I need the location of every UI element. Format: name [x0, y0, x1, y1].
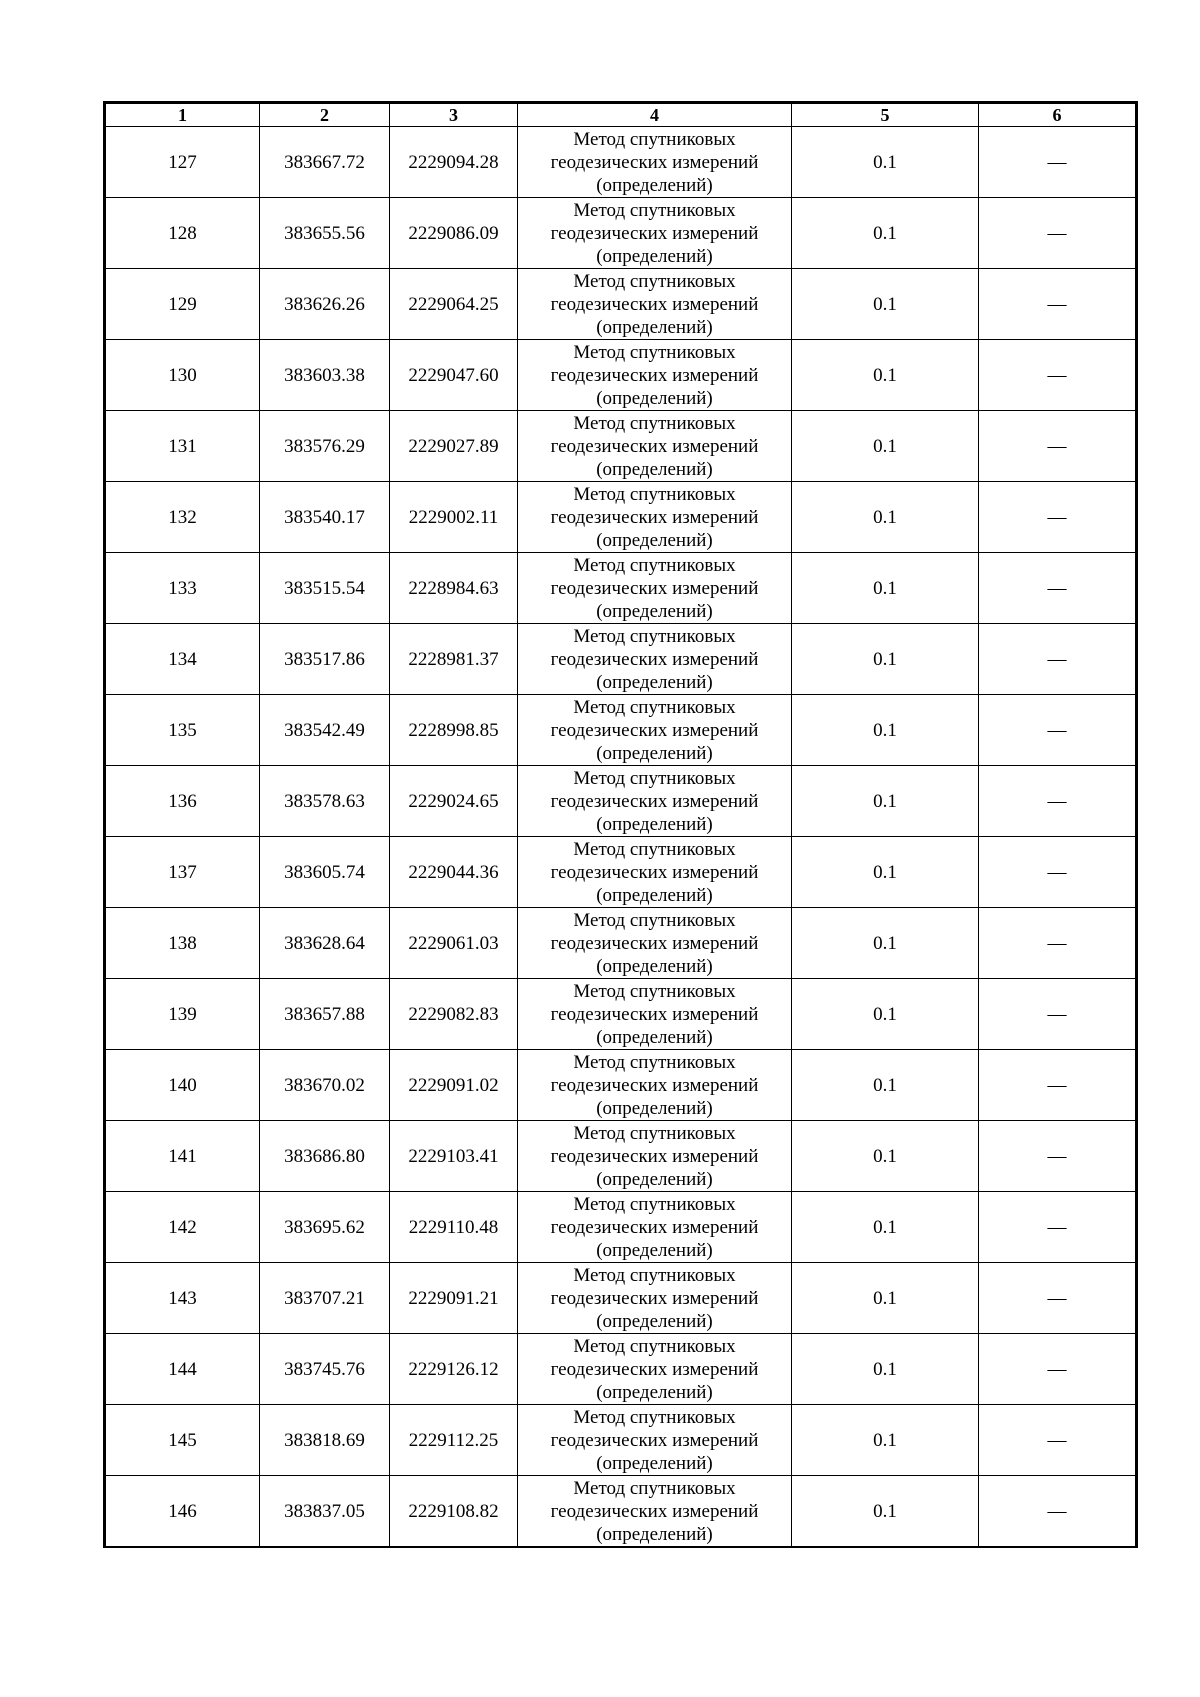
y-coordinate-cell: 2229027.89: [390, 411, 518, 482]
method-cell: [518, 1405, 792, 1476]
note-cell: —: [979, 837, 1137, 908]
accuracy-cell: 0.1: [792, 482, 979, 553]
method-line: (определений): [596, 1097, 713, 1119]
x-coordinate-cell: 383628.64: [260, 908, 390, 979]
y-coordinate-cell: 2229112.25: [390, 1405, 518, 1476]
method-line: (определений): [596, 955, 713, 977]
point-number-cell: 133: [105, 553, 260, 624]
note-cell: —: [979, 695, 1137, 766]
x-coordinate-cell: 383745.76: [260, 1334, 390, 1405]
note-cell: —: [1047, 1500, 1067, 1522]
y-coordinate-cell: 2229047.60: [390, 340, 518, 411]
method-line: (определений): [596, 1026, 713, 1048]
method-cell: [518, 482, 792, 553]
method-cell: [518, 837, 792, 908]
method-line: геодезических измерений: [550, 222, 759, 244]
accuracy-cell: 0.1: [792, 1192, 979, 1263]
point-number-cell: 146: [105, 1476, 260, 1548]
method-line: геодезических измерений: [550, 790, 759, 812]
method-line: (определений): [596, 600, 713, 622]
column-header-4: 4: [518, 103, 792, 127]
accuracy-cell: 0.1: [792, 1476, 979, 1548]
method-line: (определений): [596, 174, 713, 196]
accuracy-cell: 0.1: [792, 624, 979, 695]
table-row: [105, 127, 1137, 198]
x-coordinate-cell: 383517.86: [260, 624, 390, 695]
method-line: геодезических измерений: [550, 506, 759, 528]
x-coordinate-cell: 383578.63: [260, 766, 390, 837]
accuracy-cell: 0.1: [792, 837, 979, 908]
method-line: Метод спутниковых: [573, 483, 736, 505]
method-line: Метод спутниковых: [573, 554, 736, 576]
method-line: геодезических измерений: [550, 1216, 759, 1238]
method-line: (определений): [596, 1168, 713, 1190]
coordinates-table: [103, 101, 1138, 1548]
note-cell: —: [979, 1334, 1137, 1405]
point-number-cell: 130: [105, 340, 260, 411]
accuracy-cell: 0.1: [792, 766, 979, 837]
note-cell: —: [979, 1192, 1137, 1263]
y-coordinate-cell: 2229091.02: [390, 1050, 518, 1121]
method-line: Метод спутниковых: [573, 341, 736, 363]
point-number-cell: 134: [105, 624, 260, 695]
method-cell: [518, 766, 792, 837]
point-number-cell: 144: [105, 1334, 260, 1405]
accuracy-cell: 0.1: [792, 411, 979, 482]
table-row: [105, 1476, 1137, 1548]
y-coordinate-cell: 2229108.82: [390, 1476, 518, 1548]
x-coordinate-cell: 383576.29: [260, 411, 390, 482]
method-line: Метод спутниковых: [573, 199, 736, 221]
column-header-3: 3: [390, 103, 518, 127]
point-number-cell: 129: [105, 269, 260, 340]
method-line: (определений): [596, 1239, 713, 1261]
method-cell: [518, 1192, 792, 1263]
x-coordinate-cell: 383686.80: [260, 1121, 390, 1192]
note-cell: —: [979, 624, 1137, 695]
y-coordinate-cell: 2228984.63: [390, 553, 518, 624]
y-coordinate-cell: 2229091.21: [390, 1263, 518, 1334]
table-row: [105, 553, 1137, 624]
method-line: геодезических измерений: [550, 1358, 759, 1380]
method-line: геодезических измерений: [550, 1074, 759, 1096]
method-line: (определений): [596, 742, 713, 764]
table-row: [105, 1405, 1137, 1476]
method-cell: [518, 127, 792, 198]
y-coordinate-cell: 2229082.83: [390, 979, 518, 1050]
method-line: Метод спутниковых: [573, 1264, 736, 1286]
note-cell: —: [979, 766, 1137, 837]
method-line: геодезических измерений: [550, 435, 759, 457]
table-row: [105, 624, 1137, 695]
accuracy-cell: 0.1: [792, 127, 979, 198]
method-line: Метод спутниковых: [573, 1477, 736, 1499]
x-coordinate-cell: 383818.69: [260, 1405, 390, 1476]
y-coordinate-cell: 2229044.36: [390, 837, 518, 908]
table-row: [105, 1334, 1137, 1405]
method-line: Метод спутниковых: [573, 838, 736, 860]
table-row: [105, 979, 1137, 1050]
method-line: Метод спутниковых: [573, 270, 736, 292]
accuracy-cell: 0.1: [792, 198, 979, 269]
accuracy-cell: 0.1: [792, 1263, 979, 1334]
point-number-cell: 139: [105, 979, 260, 1050]
note-cell: —: [979, 1121, 1137, 1192]
header-row: [105, 103, 1137, 127]
y-coordinate-cell: 2229061.03: [390, 908, 518, 979]
method-line: Метод спутниковых: [573, 909, 736, 931]
method-line: геодезических измерений: [550, 648, 759, 670]
y-coordinate-cell: 2229094.28: [390, 127, 518, 198]
method-cell: [518, 624, 792, 695]
note-cell: —: [979, 1050, 1137, 1121]
method-cell: [518, 695, 792, 766]
method-line: Метод спутниковых: [573, 696, 736, 718]
method-line: геодезических измерений: [550, 151, 759, 173]
method-cell: [518, 1263, 792, 1334]
note-cell: —: [979, 198, 1137, 269]
method-line: Метод спутниковых: [573, 1051, 736, 1073]
table-row: [105, 1050, 1137, 1121]
note-cell: —: [979, 979, 1137, 1050]
accuracy-cell: 0.1: [792, 1121, 979, 1192]
method-line: (определений): [596, 671, 713, 693]
method-line: геодезических измерений: [550, 1500, 759, 1522]
table-row: [105, 695, 1137, 766]
method-line: (определений): [596, 1523, 713, 1545]
accuracy-cell: 0.1: [792, 1334, 979, 1405]
y-coordinate-cell: 2229126.12: [390, 1334, 518, 1405]
point-number-cell: 136: [105, 766, 260, 837]
method-line: Метод спутниковых: [573, 767, 736, 789]
note-cell: —: [979, 1263, 1137, 1334]
point-number-cell: 137: [105, 837, 260, 908]
note-cell: —: [979, 1405, 1137, 1476]
method-cell: [518, 1476, 792, 1548]
y-coordinate-cell: 2229024.65: [390, 766, 518, 837]
note-cell: —: [979, 482, 1137, 553]
x-coordinate-cell: 383837.05: [260, 1476, 390, 1548]
table-row: [105, 482, 1137, 553]
method-line: геодезических измерений: [550, 1003, 759, 1025]
method-line: Метод спутниковых: [573, 1406, 736, 1428]
table-row: [105, 1192, 1137, 1263]
method-line: (определений): [596, 316, 713, 338]
column-header-2: 2: [260, 103, 390, 127]
x-coordinate-cell: 383605.74: [260, 837, 390, 908]
table-header: [105, 103, 1137, 127]
method-line: Метод спутниковых: [573, 128, 736, 150]
method-line: (определений): [596, 245, 713, 267]
method-line: (определений): [596, 884, 713, 906]
point-number-cell: 128: [105, 198, 260, 269]
method-line: Метод спутниковых: [573, 1193, 736, 1215]
accuracy-cell: 0.1: [792, 269, 979, 340]
method-line: (определений): [596, 1381, 713, 1403]
accuracy-cell: 0.1: [792, 695, 979, 766]
table-row: [105, 411, 1137, 482]
accuracy-cell: 0.1: [792, 553, 979, 624]
point-number-cell: 142: [105, 1192, 260, 1263]
y-coordinate-cell: 2229110.48: [390, 1192, 518, 1263]
method-cell: [518, 411, 792, 482]
column-header-1: 1: [105, 103, 260, 127]
y-coordinate-cell: 2228981.37: [390, 624, 518, 695]
table-body: [105, 127, 1137, 1548]
method-line: (определений): [596, 1310, 713, 1332]
column-header-6: 6: [979, 103, 1137, 127]
method-line: геодезических измерений: [550, 364, 759, 386]
method-line: геодезических измерений: [550, 1287, 759, 1309]
point-number-cell: 145: [105, 1405, 260, 1476]
x-coordinate-cell: 383670.02: [260, 1050, 390, 1121]
point-number-cell: 131: [105, 411, 260, 482]
note-cell: —: [979, 553, 1137, 624]
method-cell: [518, 198, 792, 269]
method-line: геодезических измерений: [550, 1429, 759, 1451]
point-number-cell: 143: [105, 1263, 260, 1334]
method-line: (определений): [596, 387, 713, 409]
y-coordinate-cell: 2228998.85: [390, 695, 518, 766]
x-coordinate-cell: 383515.54: [260, 553, 390, 624]
y-coordinate-cell: 2229103.41: [390, 1121, 518, 1192]
method-cell: [518, 1050, 792, 1121]
point-number-cell: 127: [105, 127, 260, 198]
column-header-5: 5: [792, 103, 979, 127]
note-cell: —: [979, 411, 1137, 482]
method-line: (определений): [596, 458, 713, 480]
point-number-cell: 140: [105, 1050, 260, 1121]
table-row: [105, 766, 1137, 837]
method-cell: [518, 979, 792, 1050]
method-cell: [518, 1334, 792, 1405]
table-row: [105, 1263, 1137, 1334]
method-cell: [518, 553, 792, 624]
x-coordinate-cell: 383707.21: [260, 1263, 390, 1334]
x-coordinate-cell: 383695.62: [260, 1192, 390, 1263]
method-cell: [518, 340, 792, 411]
point-number-cell: 132: [105, 482, 260, 553]
method-line: Метод спутниковых: [573, 980, 736, 1002]
accuracy-cell: 0.1: [792, 340, 979, 411]
method-line: Метод спутниковых: [573, 1122, 736, 1144]
method-line: геодезических измерений: [550, 861, 759, 883]
y-coordinate-cell: 2229064.25: [390, 269, 518, 340]
x-coordinate-cell: 383540.17: [260, 482, 390, 553]
x-coordinate-cell: 383542.49: [260, 695, 390, 766]
accuracy-cell: 0.1: [792, 908, 979, 979]
method-cell: [518, 269, 792, 340]
method-line: геодезических измерений: [550, 719, 759, 741]
method-line: геодезических измерений: [550, 577, 759, 599]
note-cell: —: [979, 908, 1137, 979]
x-coordinate-cell: 383626.26: [260, 269, 390, 340]
table-row: [105, 908, 1137, 979]
note-cell: —: [979, 127, 1137, 198]
note-cell: —: [979, 269, 1137, 340]
y-coordinate-cell: 2229002.11: [390, 482, 518, 553]
method-cell: [518, 1121, 792, 1192]
method-line: геодезических измерений: [550, 932, 759, 954]
point-number-cell: 138: [105, 908, 260, 979]
table-row: [105, 198, 1137, 269]
method-line: (определений): [596, 529, 713, 551]
point-number-cell: 135: [105, 695, 260, 766]
method-line: (определений): [596, 1452, 713, 1474]
table-row: [105, 1121, 1137, 1192]
method-line: геодезических измерений: [550, 293, 759, 315]
method-line: Метод спутниковых: [573, 625, 736, 647]
table-row: [105, 269, 1137, 340]
method-cell: [518, 908, 792, 979]
method-line: геодезических измерений: [550, 1145, 759, 1167]
accuracy-cell: 0.1: [792, 979, 979, 1050]
x-coordinate-cell: 383657.88: [260, 979, 390, 1050]
method-line: Метод спутниковых: [573, 412, 736, 434]
accuracy-cell: 0.1: [792, 1405, 979, 1476]
table-row: [105, 340, 1137, 411]
point-number-cell: 141: [105, 1121, 260, 1192]
method-line: (определений): [596, 813, 713, 835]
method-line: Метод спутниковых: [573, 1335, 736, 1357]
x-coordinate-cell: 383655.56: [260, 198, 390, 269]
y-coordinate-cell: 2229086.09: [390, 198, 518, 269]
table-row: [105, 837, 1137, 908]
accuracy-cell: 0.1: [792, 1050, 979, 1121]
x-coordinate-cell: 383667.72: [260, 127, 390, 198]
x-coordinate-cell: 383603.38: [260, 340, 390, 411]
note-cell: —: [979, 340, 1137, 411]
